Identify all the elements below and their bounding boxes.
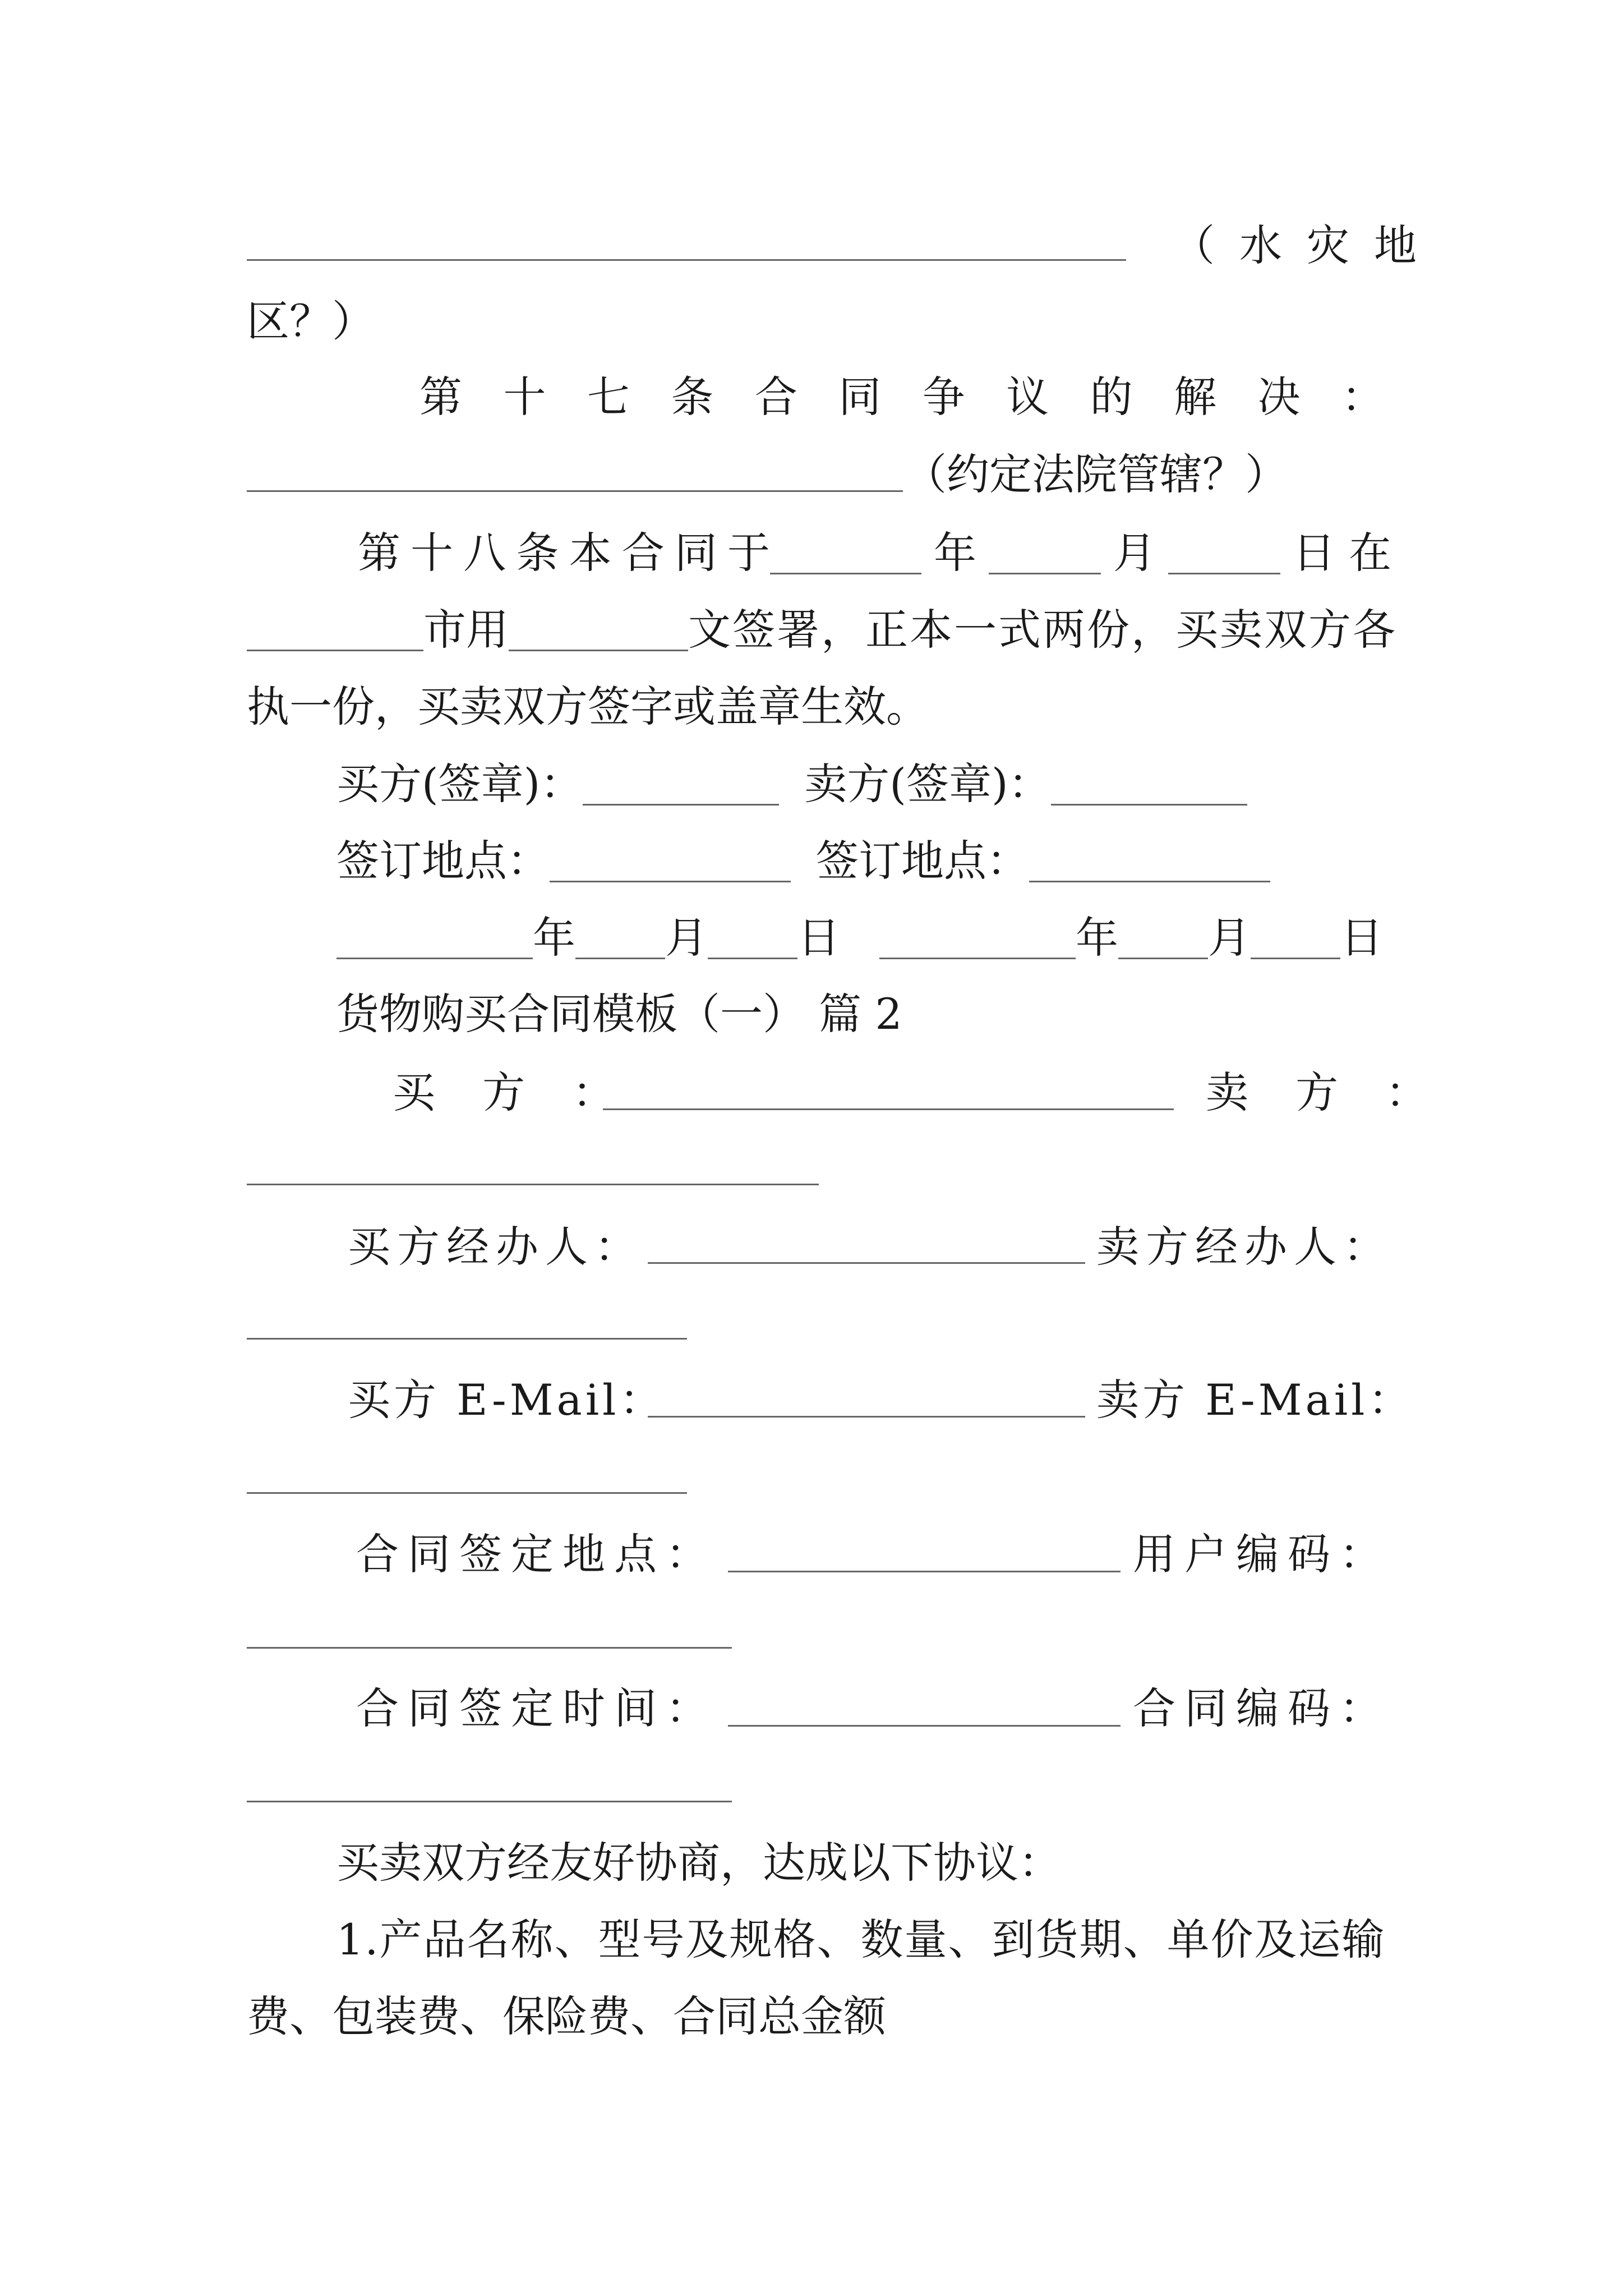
blank-line	[603, 1108, 1174, 1110]
flood-note: （水灾地	[1172, 220, 1441, 270]
seller-label: 卖 方 ：	[1206, 1068, 1445, 1117]
item-1-line-1: 1.产品名称、型号及规格、数量、到货期、单价及运输	[336, 1915, 1386, 1964]
blank-line	[247, 259, 1126, 261]
section-title: 货物购买合同模板（一） 篇 2	[336, 989, 902, 1039]
agreement-intro: 买卖双方经友好协商，达成以下协议：	[336, 1838, 1061, 1888]
seller-email-label: 卖方 E-Mail：	[1096, 1375, 1414, 1425]
buyer-email-label: 买方 E-Mail：	[348, 1375, 666, 1425]
blank-line	[247, 1338, 687, 1340]
item-1-line-2: 费、包装费、保险费、合同总金额	[247, 1991, 886, 2041]
article-18-line-2: 市用 文签署，正本一式两份，买卖双方各	[247, 609, 1397, 651]
article-17-heading: 第 十 七 条 合 同 争 议 的 解 决 ：	[419, 372, 1384, 422]
sign-place-row: 签订地点： 签订地点：	[336, 840, 1270, 882]
article-17-note: （约定法院管辖？）	[904, 449, 1288, 499]
contract-code-label: 合同编码：	[1133, 1683, 1391, 1733]
blank-line	[247, 1492, 687, 1494]
blank-line	[247, 1647, 732, 1649]
blank-line	[247, 490, 903, 492]
date-row: 年 月 日 年 月 日	[336, 917, 1383, 959]
blank-line	[247, 1184, 819, 1185]
article-18-line-3: 执一份，买卖双方签字或盖章生效。	[247, 682, 929, 731]
sign-time-label: 合同签定时间：	[356, 1683, 717, 1733]
blank-line	[728, 1571, 1121, 1572]
user-code-label: 用户编码：	[1133, 1529, 1391, 1579]
blank-line	[648, 1416, 1085, 1418]
blank-line	[247, 1801, 732, 1802]
blank-line	[728, 1725, 1121, 1727]
sign-location-label: 合同签定地点：	[356, 1529, 717, 1579]
seller-agent-label: 卖方经办人：	[1096, 1222, 1393, 1272]
article-18-line-1: 第 十 八 条 本 合 同 于 年 月 日 在	[358, 528, 1392, 578]
buyer-agent-label: 买方经办人：	[348, 1222, 644, 1272]
signature-row: 买方(签章)： 卖方(签章)：	[336, 763, 1247, 806]
flood-note-cont: 区？）	[247, 296, 375, 346]
buyer-label: 买 方 ：	[393, 1068, 632, 1117]
blank-line	[648, 1262, 1085, 1264]
